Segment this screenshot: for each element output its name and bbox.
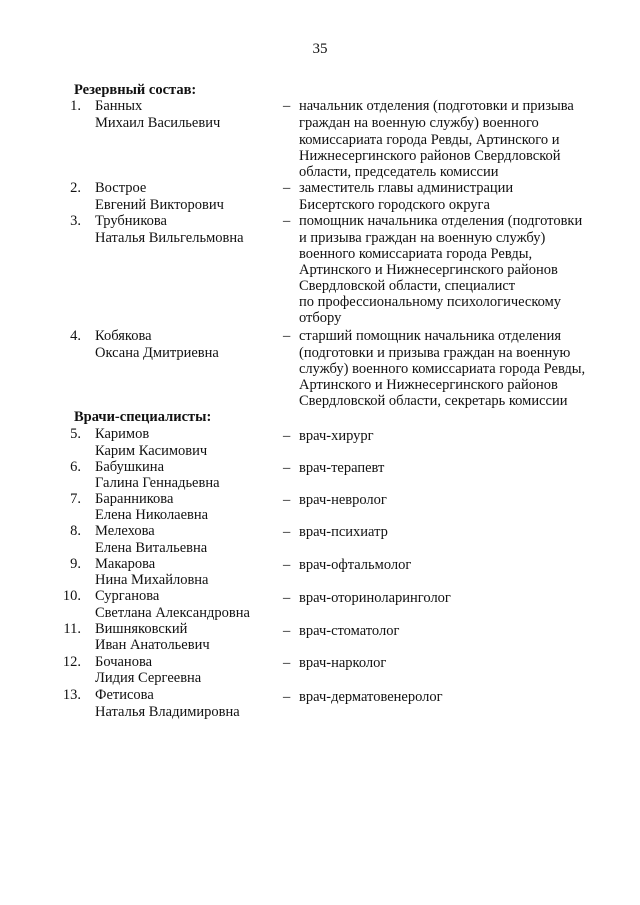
- dash: –: [283, 98, 291, 114]
- member-surname: Бочанова: [95, 654, 153, 670]
- member-role-line: Артинского и Нижнесергинского районов: [299, 377, 558, 393]
- member-role-line: старший помощник начальника отделения: [299, 328, 562, 344]
- member-number: 9.: [70, 556, 81, 572]
- member-number: 6.: [70, 459, 81, 475]
- member-number: 12.: [62, 654, 81, 670]
- section-heading-doctors: Врачи-специалисты:: [74, 409, 212, 425]
- member-role-line: помощник начальника отделения (подготовки: [299, 213, 583, 229]
- member-role-line: Артинского и Нижнесергинского районов: [299, 262, 558, 278]
- member-role-line: врач-дерматовенеролог: [299, 689, 443, 705]
- member-name: Лидия Сергеевна: [95, 670, 202, 686]
- member-role-line: Свердловской области, секретарь комиссии: [299, 393, 568, 409]
- dash: –: [283, 524, 291, 540]
- member-number: 5.: [70, 426, 81, 442]
- member-surname: Бабушкина: [95, 459, 165, 475]
- member-role-line: граждан на военную службу) военного: [299, 115, 539, 131]
- member-role-line: службу) военного комиссариата города Ревды,: [299, 361, 586, 377]
- dash: –: [283, 492, 291, 508]
- dash: –: [283, 557, 291, 573]
- member-role-line: врач-нарколог: [299, 655, 387, 671]
- member-surname: Вострое: [95, 180, 147, 196]
- member-number: 4.: [70, 328, 81, 344]
- member-number: 13.: [62, 687, 81, 703]
- member-surname: Банных: [95, 98, 143, 114]
- member-role-line: и призыва граждан на военную службу): [299, 230, 546, 246]
- member-name: Оксана Дмитриевна: [95, 345, 219, 361]
- dash: –: [283, 689, 291, 705]
- member-number: 11.: [63, 621, 81, 637]
- member-surname: Вишняковский: [95, 621, 188, 637]
- member-role-line: Свердловской области, специалист: [299, 278, 516, 294]
- member-role-line: комиссариата города Ревды, Артинского и: [299, 132, 560, 148]
- member-name: Наталья Вильгельмовна: [95, 230, 244, 246]
- member-role-line: врач-оториноларинголог: [299, 590, 451, 606]
- member-role-line: заместитель главы администрации: [299, 180, 514, 196]
- member-name: Наталья Владимировна: [95, 704, 240, 720]
- member-role-line: врач-стоматолог: [299, 623, 400, 639]
- member-surname: Каримов: [95, 426, 150, 442]
- member-surname: Трубникова: [95, 213, 167, 229]
- member-role-line: отбору: [299, 310, 342, 326]
- member-number: 1.: [70, 98, 81, 114]
- member-role-line: начальник отделения (подготовки и призыва: [299, 98, 574, 114]
- dash: –: [283, 428, 291, 444]
- dash: –: [283, 180, 291, 196]
- member-name: Нина Михайловна: [95, 572, 209, 588]
- member-surname: Кобякова: [95, 328, 152, 344]
- member-role-line: врач-хирург: [299, 428, 374, 444]
- member-surname: Макарова: [95, 556, 156, 572]
- dash: –: [283, 213, 291, 229]
- member-role-line: области, председатель комиссии: [299, 164, 499, 180]
- member-surname: Баранникова: [95, 491, 174, 507]
- member-role-line: врач-психиатр: [299, 524, 388, 540]
- member-role-line: врач-невролог: [299, 492, 387, 508]
- member-number: 10.: [62, 588, 81, 604]
- member-name: Михаил Васильевич: [95, 115, 221, 131]
- member-number: 7.: [70, 491, 81, 507]
- member-role-line: по профессиональному психологическому: [299, 294, 562, 310]
- dash: –: [283, 328, 291, 344]
- member-number: 2.: [70, 180, 81, 196]
- member-role-line: врач-офтальмолог: [299, 557, 412, 573]
- member-role-line: Бисертского городского округа: [299, 197, 490, 213]
- member-number: 8.: [70, 523, 81, 539]
- dash: –: [283, 655, 291, 671]
- member-name: Евгений Викторович: [95, 197, 224, 213]
- member-name: Светлана Александровна: [95, 605, 250, 621]
- member-number: 3.: [70, 213, 81, 229]
- page-number: 35: [312, 41, 328, 57]
- member-role-line: врач-терапевт: [299, 460, 385, 476]
- member-name: Иван Анатольевич: [95, 637, 210, 653]
- section-heading-reserve: Резервный состав:: [74, 82, 197, 98]
- member-role-line: Нижнесергинского районов Свердловской: [299, 148, 561, 164]
- member-surname: Сурганова: [95, 588, 160, 604]
- member-name: Галина Геннадьевна: [95, 475, 220, 491]
- dash: –: [283, 590, 291, 606]
- member-name: Елена Николаевна: [95, 507, 209, 523]
- member-surname: Фетисова: [95, 687, 154, 703]
- member-surname: Мелехова: [95, 523, 155, 539]
- member-name: Елена Витальевна: [95, 540, 208, 556]
- member-name: Карим Касимович: [95, 443, 208, 459]
- dash: –: [283, 623, 291, 639]
- member-role-line: (подготовки и призыва граждан на военную: [299, 345, 571, 361]
- dash: –: [283, 460, 291, 476]
- member-role-line: военного комиссариата города Ревды,: [299, 246, 533, 262]
